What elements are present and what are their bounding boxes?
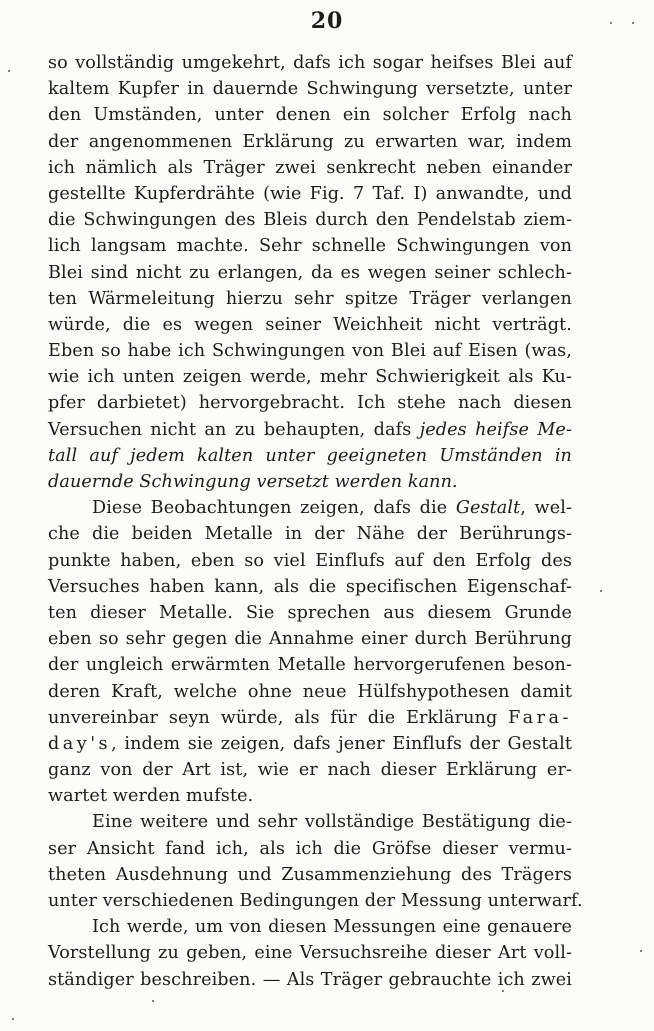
paper-speck — [12, 1018, 14, 1020]
text-line — [48, 731, 572, 757]
paper-speck — [502, 990, 504, 992]
text-line — [48, 626, 572, 652]
text-run: Blei sind nicht zu erlangen, da es wegen seiner schlech- — [48, 262, 572, 283]
paper-speck — [8, 70, 10, 72]
paper-speck — [640, 950, 642, 952]
text-run: , wel- — [520, 498, 573, 519]
text-line — [48, 129, 572, 155]
text-line — [48, 102, 572, 128]
text-run: würde, die es wegen seiner Weichheit nicht verträgt. — [48, 314, 572, 335]
spaced-name-run: Fara- — [508, 707, 572, 728]
text-line — [48, 940, 572, 966]
text-line — [48, 600, 572, 626]
text-run: Versuches haben kann, als die specifischen Eigenschaf- — [48, 576, 572, 597]
text-line — [48, 783, 572, 809]
spaced-name-run: day's — [48, 733, 112, 754]
text-line — [48, 443, 572, 469]
text-run: Diese Beobachtungen zeigen, dafs die — [92, 498, 456, 519]
text-run: ser Ansicht fand ich, als ich die Gröfse dieser vermu- — [48, 838, 572, 859]
text-run: der ungleich erwärmten Metalle hervorgerufenen beson- — [48, 655, 572, 676]
text-run: che die beiden Metalle in der Nähe der Berührungs- — [48, 524, 572, 545]
text-run: so vollständig umgekehrt, dafs ich sogar heifses Blei auf — [48, 53, 572, 73]
text-line — [48, 652, 572, 678]
text-line — [48, 155, 572, 181]
text-run: ten Wärmeleitung hierzu sehr spitze Träger verlangen — [48, 288, 572, 309]
text-line — [48, 809, 572, 835]
text-run: ich nämlich als Träger zwei senkrecht neben einander — [48, 157, 572, 178]
text-line — [48, 50, 572, 76]
text-run: pfer darbietet) hervorgebracht. Ich stehe nach diesen — [48, 393, 572, 414]
text-line — [48, 207, 572, 233]
paper-speck — [152, 1000, 154, 1002]
text-line — [48, 967, 572, 993]
text-line — [48, 495, 572, 521]
text-run: Vorstellung zu geben, eine Versuchsreihe dieser Art voll- — [48, 943, 572, 964]
text-run: Ich werde, um von diesen Messungen eine genauere — [92, 917, 572, 938]
italic-text-run: jedes heifse Me- — [419, 419, 572, 440]
text-run: , indem sie zeigen, dafs jener Einflufs der Gestalt — [111, 733, 572, 754]
text-line — [48, 338, 572, 364]
text-line — [48, 521, 572, 547]
text-run: gestellte Kupferdrähte (wie Fig. 7 Taf. I) anwandte, und — [48, 183, 572, 204]
text-line — [48, 233, 572, 259]
text-line — [48, 181, 572, 207]
paper-speck — [610, 22, 612, 24]
italic-text-run: Gestalt — [455, 498, 521, 519]
text-line — [48, 574, 572, 600]
text-line — [48, 914, 572, 940]
text-run: deren Kraft, welche ohne neue Hülfshypothesen damit — [48, 681, 572, 702]
body-text — [48, 50, 583, 993]
text-line — [48, 888, 583, 914]
italic-text-run: tall auf jedem kalten unter geeigneten Umständen in — [48, 445, 572, 466]
text-run: kaltem Kupfer in dauernde Schwingung versetzte, unter — [48, 79, 572, 100]
text-line — [48, 757, 572, 783]
text-line — [48, 390, 572, 416]
text-line — [48, 548, 572, 574]
text-run: eben so sehr gegen die Annahme einer durch Berührung — [48, 629, 572, 650]
text-run: theten Ausdehnung und Zusammenziehung des Trägers — [48, 864, 572, 885]
text-run: den Umständen, unter denen ein solcher Erfolg nach — [48, 105, 572, 126]
paper-speck — [600, 590, 602, 592]
text-line — [48, 286, 572, 312]
text-run: wartet werden mufste. — [48, 786, 254, 807]
text-line — [48, 417, 572, 443]
text-run: punkte haben, eben so viel Einflufs auf den Erfolg des — [48, 550, 572, 571]
text-run: Versuchen nicht an zu behaupten, dafs — [48, 419, 420, 440]
text-run: die Schwingungen des Bleis durch den Pendelstab ziem- — [48, 210, 572, 231]
text-line — [48, 705, 572, 731]
text-run: lich langsam machte. Sehr schnelle Schwingungen von — [48, 236, 572, 257]
text-run: wie ich unten zeigen werde, mehr Schwierigkeit als Ku- — [48, 367, 572, 388]
text-run: Eine weitere und sehr vollständige Bestätigung die- — [92, 812, 572, 833]
page-number: 20 — [310, 8, 344, 34]
paper-speck — [632, 22, 634, 24]
text-line — [48, 679, 572, 705]
italic-text-run: dauernde Schwingung versetzt werden kann. — [48, 472, 458, 492]
text-line — [48, 312, 572, 338]
text-run: Eben so habe ich Schwingungen von Blei auf Eisen (was, — [48, 341, 572, 362]
text-line — [48, 836, 572, 862]
text-run: unter verschiedenen Bedingungen der Messung unterwarf. — [48, 891, 583, 911]
text-run: ganz von der Art ist, wie er nach dieser Erklärung er- — [48, 760, 572, 781]
text-line — [48, 862, 572, 888]
text-line — [48, 364, 572, 390]
text-run: der angenommenen Erklärung zu erwarten war, indem — [48, 131, 572, 152]
text-line — [48, 260, 572, 286]
text-line — [48, 76, 572, 102]
text-run: ten dieser Metalle. Sie sprechen aus diesem Grunde — [48, 602, 572, 623]
text-line — [48, 469, 572, 495]
text-run: unvereinbar seyn würde, als für die Erklärung — [48, 707, 509, 728]
text-run: ständiger beschreiben. — Als Träger gebrauchte ich zwei — [48, 969, 572, 990]
